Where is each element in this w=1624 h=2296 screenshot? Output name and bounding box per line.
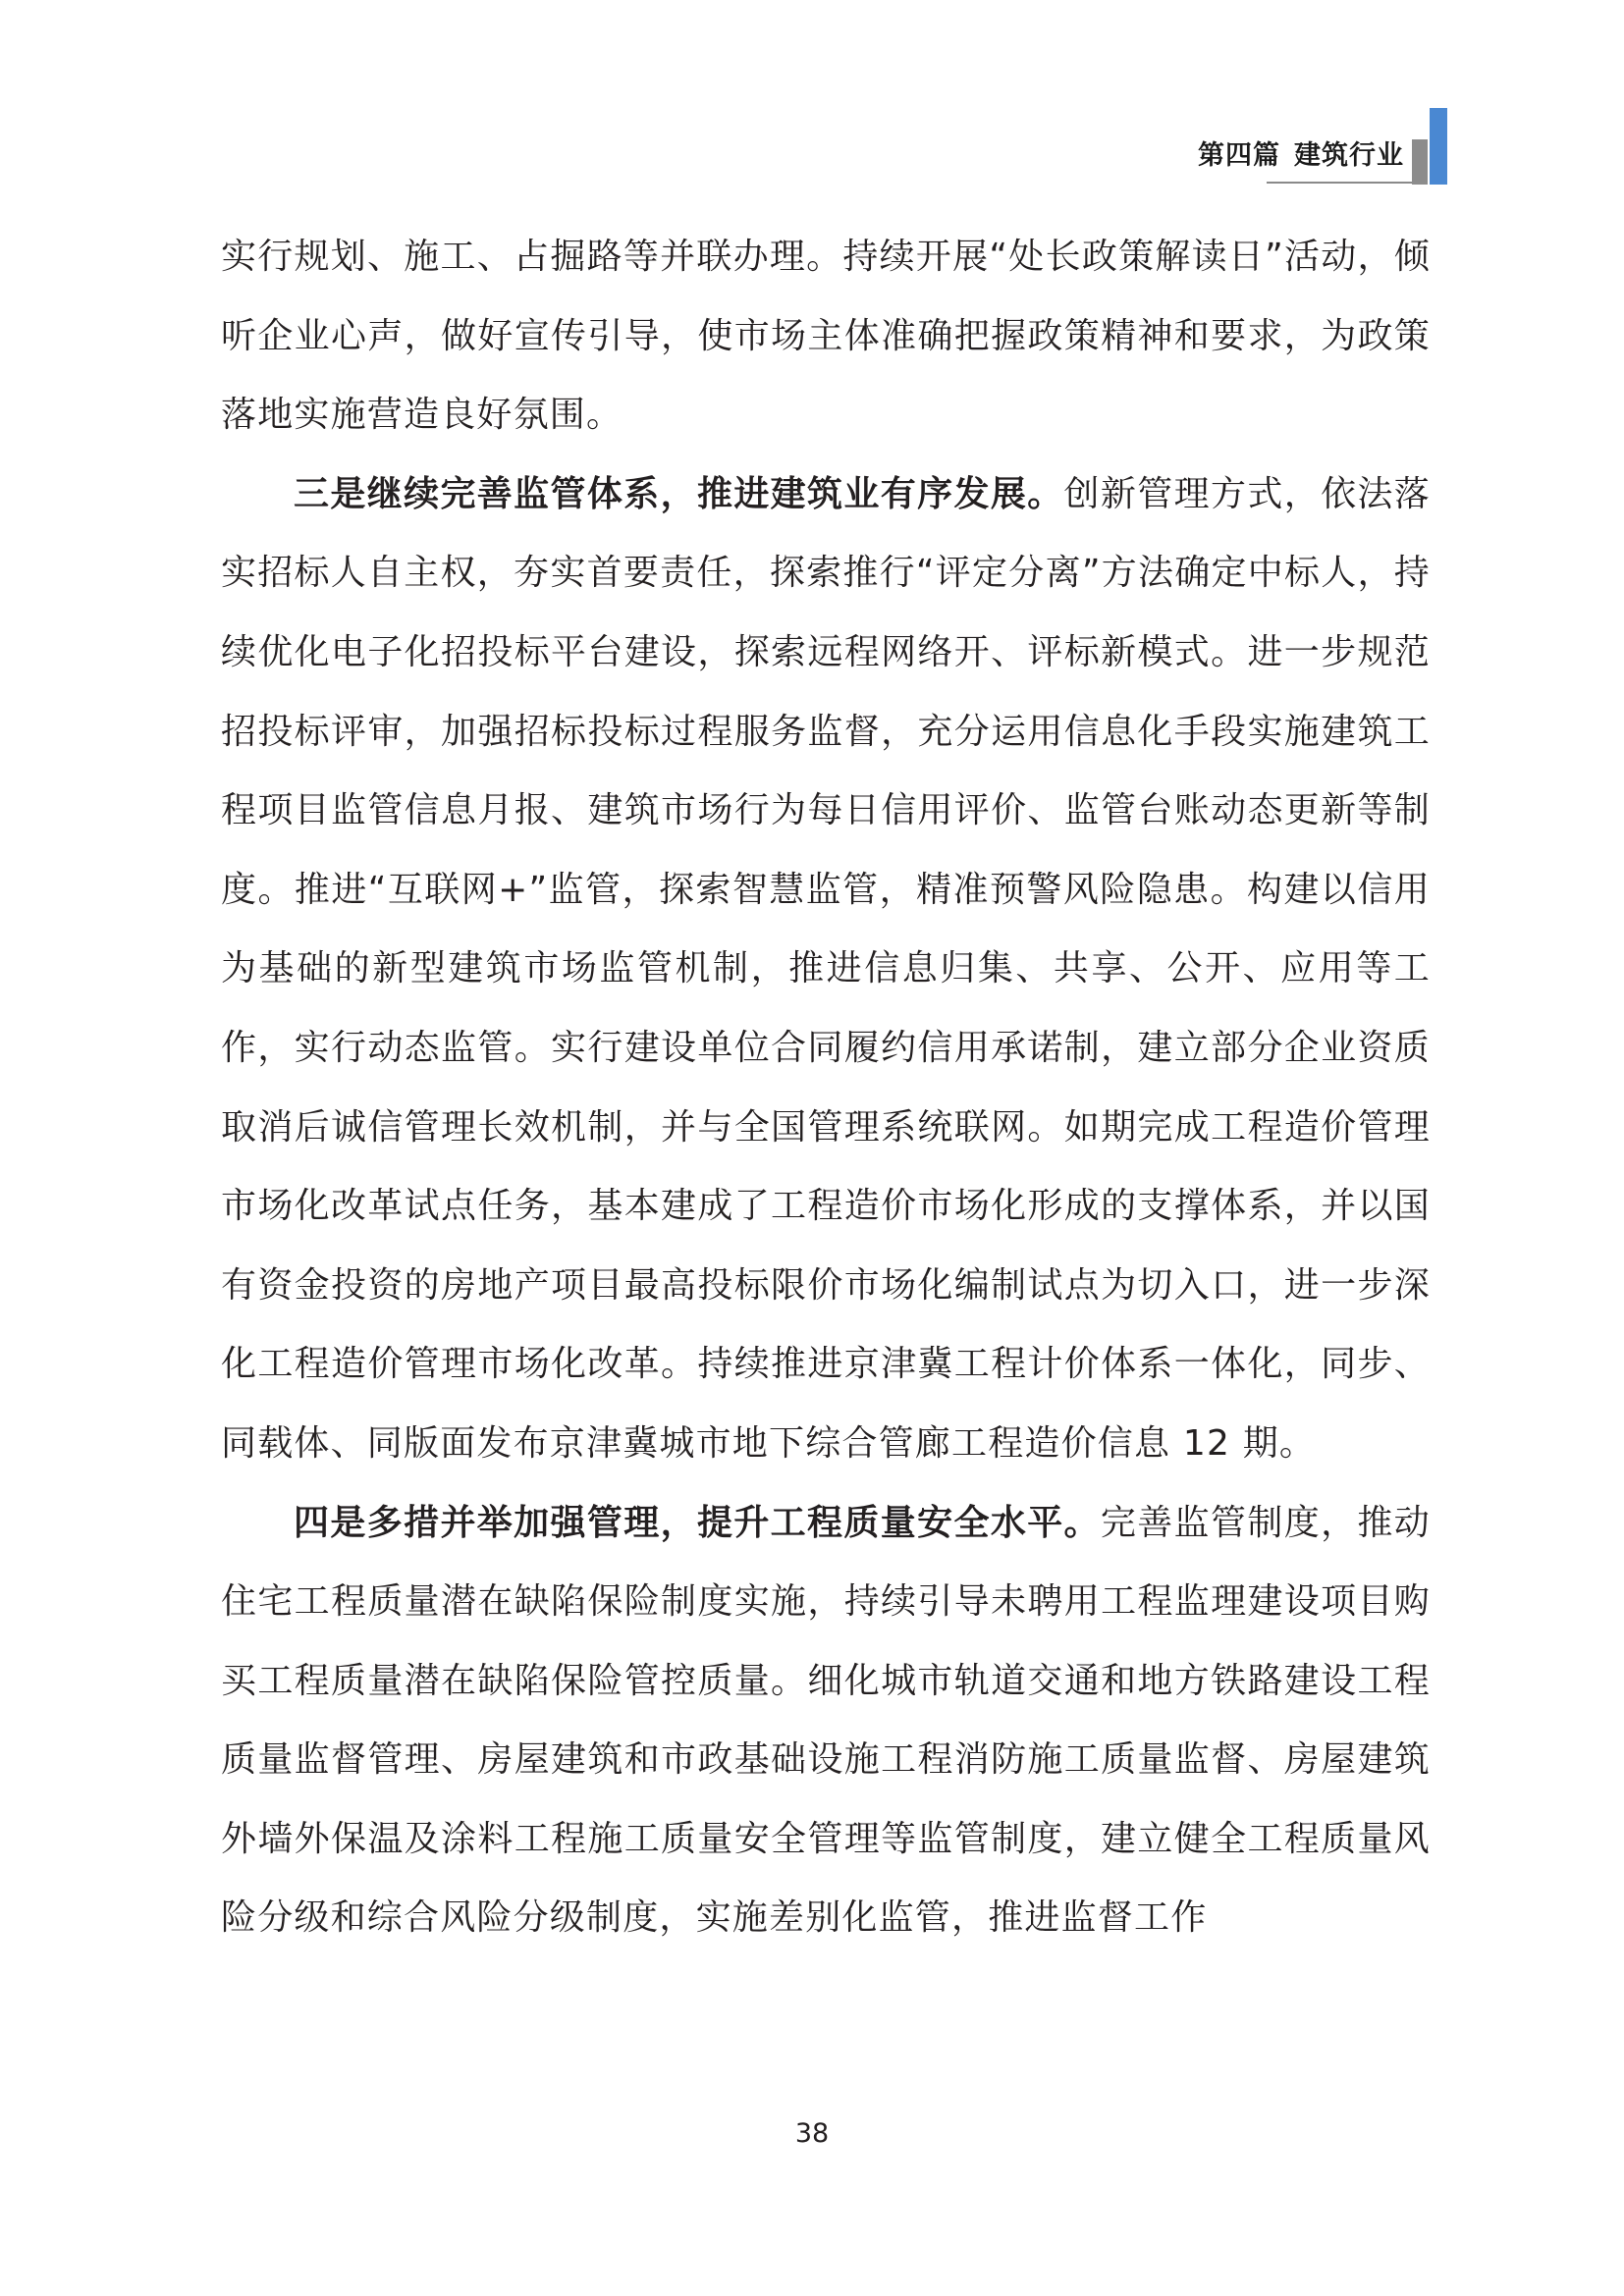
paragraph-quality-safety bbox=[221, 1484, 1431, 1959]
paragraph-lead-heading: 三是继续完善监管体系，推进建筑业有序发展。 bbox=[294, 473, 1064, 514]
paragraph-text: 完善监管制度，推动住宅工程质量潜在缺陷保险制度实施，持续引导未聘用工程监理建设项目购买工程质量潜在缺陷保险管控质量。细化城市轨道交通和地方铁路建设工程质量监督管理、房屋建筑和市政基础设施工程消防施工质量监督、房屋建筑外墙外保温及涂料工程施工质量安全管理等监管制度，建立健全工程质量风险分级和综合风险分级制度，实施差别化监管，推进监督工作 bbox=[221, 1502, 1431, 1939]
paragraph-text: 实行规划、施工、占掘路等并联办理。持续开展“处长政策解读日”活动，倾听企业心声，做好宣传引导，使市场主体准确把握政策精神和要求，为政策落地实施营造良好氛围。 bbox=[221, 237, 1431, 436]
header-title bbox=[1198, 133, 1404, 172]
header-rule bbox=[1267, 182, 1413, 184]
paragraph-lead-heading: 四是多措并举加强管理，提升工程质量安全水平。 bbox=[294, 1502, 1101, 1543]
paragraph-continuation bbox=[221, 218, 1431, 455]
body-text bbox=[221, 218, 1431, 1958]
header-blue-bar bbox=[1430, 108, 1447, 185]
paragraph-text: 创新管理方式，依法落实招标人自主权，夯实首要责任，探索推行“评定分离”方法确定中标人，持续优化电子化招投标平台建设，探索远程网络开、评标新模式。进一步规范招投标评审，加强招标投标过程服务监督，充分运用信息化手段实施建筑工程项目监管信息月报、建筑市场行为每日信用评价、监管台账动态更新等制度。推进“互联网+”监管，探索智慧监管，精准预警风险隐患。构建以信用为基础的新型建筑市场监管机制，推进信息归集、共享、公开、应用等工作，实行动态监管。实行建设单位合同履约信用承诺制，建立部分企业资质取消后诚信管理长效机制，并与全国管理系统联网。如期完成工程造价管理市场化改革试点任务，基本建成了工程造价市场化形成的支撑体系，并以国有资金投资的房地产项目最高投标限价市场化编制试点为切入口，进一步深化工程造价管理市场化改革。持续推进京津冀工程计价体系一体化，同步、同载体、同版面发布京津冀城市地下综合管廊工程造价信息 12 期。 bbox=[221, 473, 1431, 1464]
page-number: 38 bbox=[794, 2118, 830, 2149]
header-gray-bar bbox=[1412, 139, 1428, 185]
page-header bbox=[0, 0, 1624, 196]
header-section-label: 第四篇 bbox=[1198, 140, 1280, 171]
header-chapter-label: 建筑行业 bbox=[1294, 140, 1404, 171]
paragraph-supervision-system bbox=[221, 455, 1431, 1484]
